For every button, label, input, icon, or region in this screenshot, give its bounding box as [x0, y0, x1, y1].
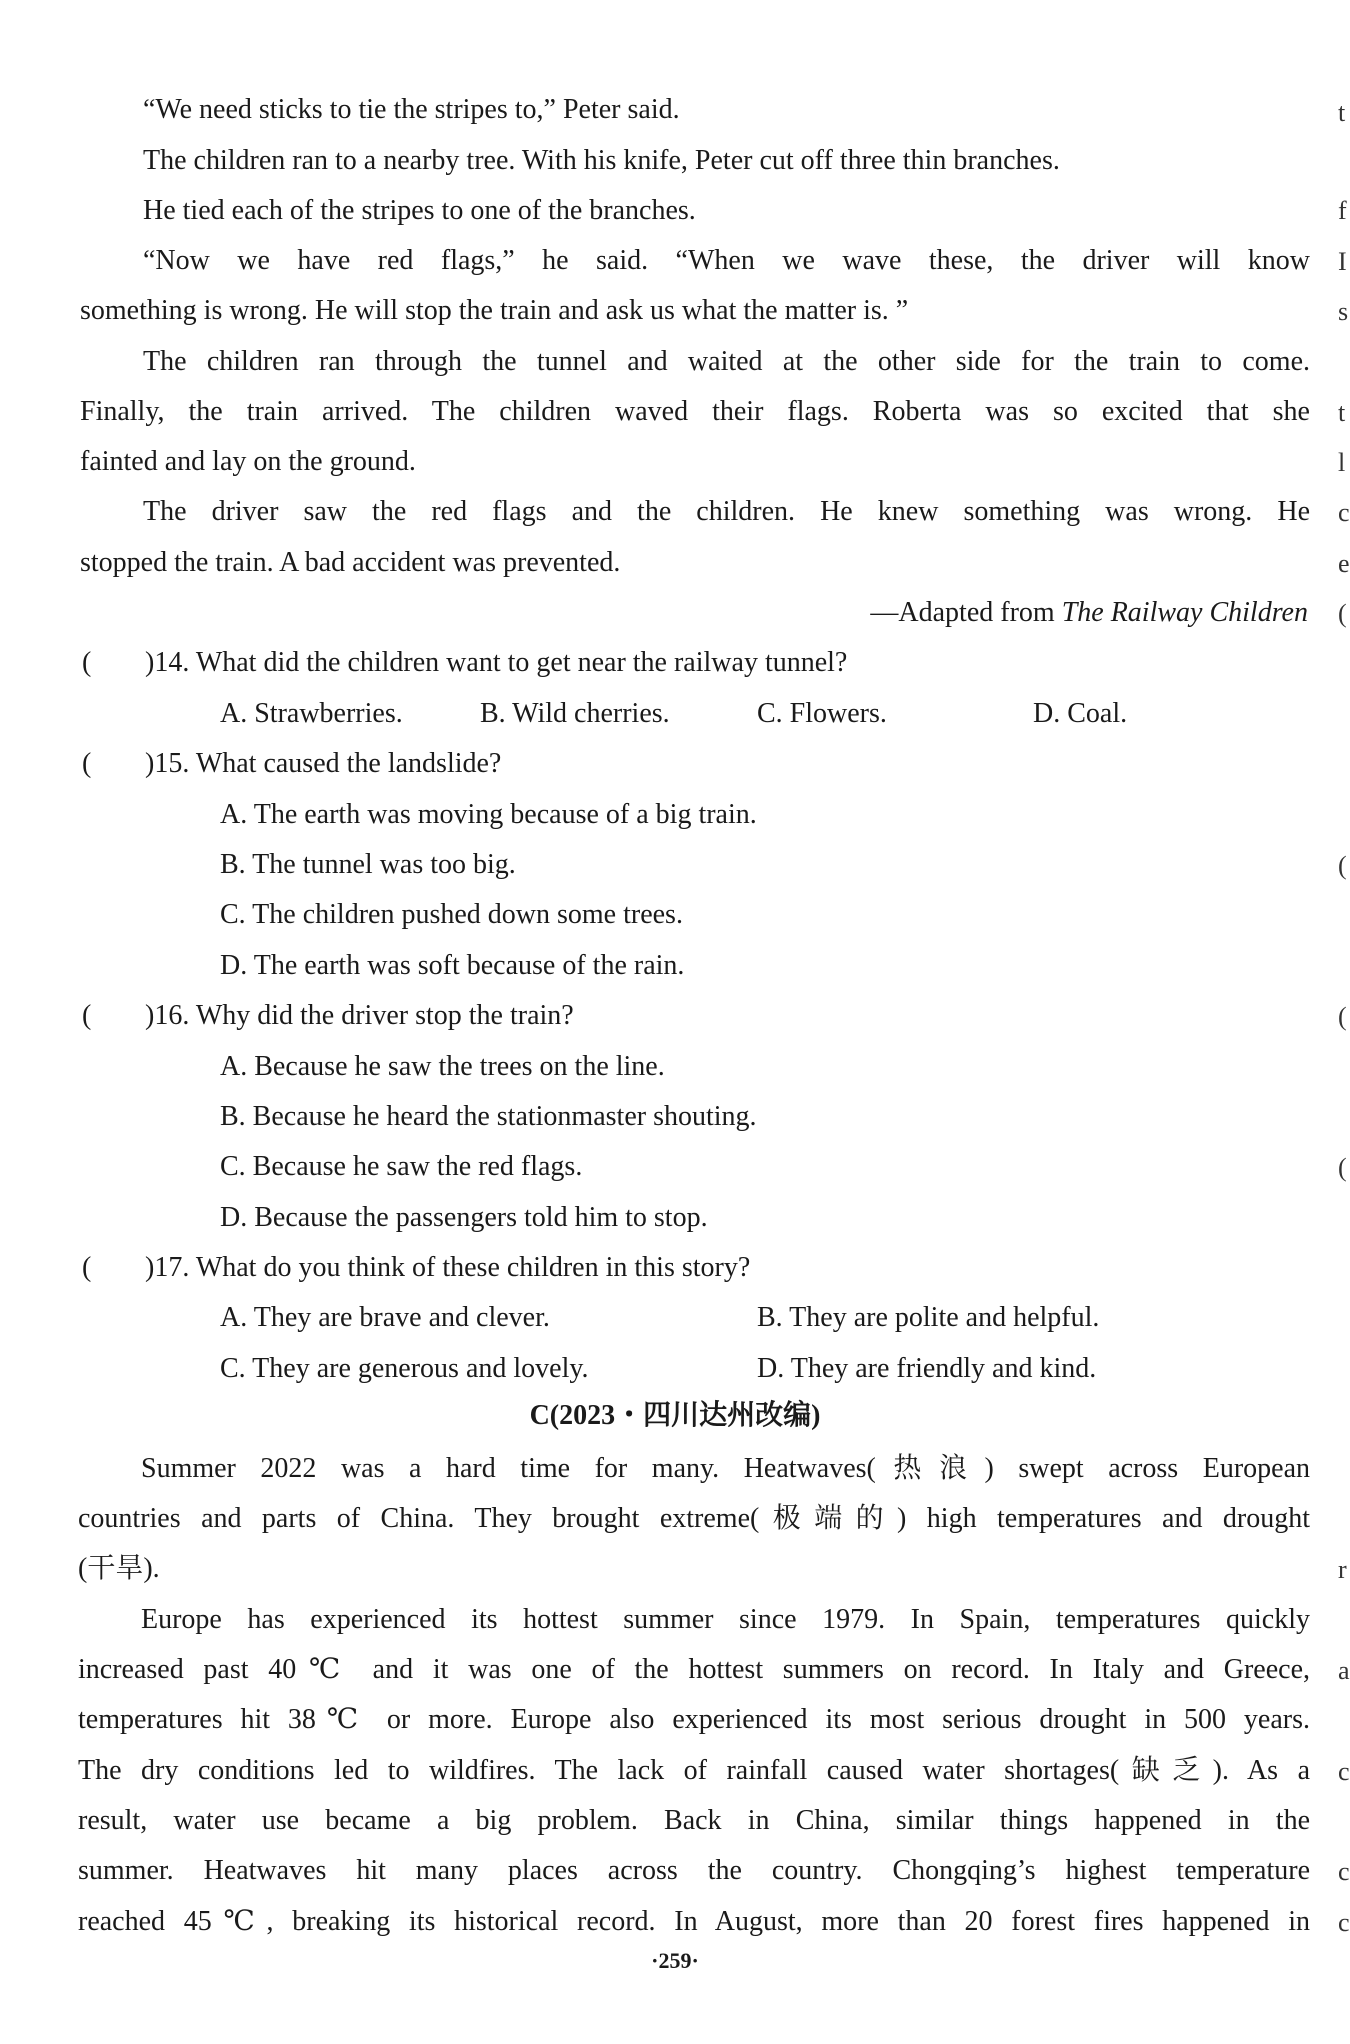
option-d[interactable]: D. Because the passengers told him to stop. — [220, 1202, 708, 1233]
paragraph-line: stopped the train. A bad accident was prevented. — [80, 547, 621, 578]
option-c[interactable]: C. The children pushed down some trees. — [220, 899, 683, 930]
option-a[interactable]: A. Strawberries. — [220, 698, 403, 729]
paragraph-line: The dry conditions led to wildfires. The lack of rainfall caused water shortages(缺乏). As a — [78, 1755, 1310, 1786]
margin-fragment: c — [1338, 1908, 1350, 1937]
question-17: )17. What do you think of these children in this story? — [145, 1252, 751, 1283]
margin-fragment: t — [1338, 398, 1346, 427]
margin-fragment: r — [1338, 1555, 1347, 1584]
paragraph-line: increased past 40℃ and it was one of the hottest summers on record. In Italy and Greece, — [78, 1654, 1310, 1685]
source-title: The Railway Children — [1061, 597, 1308, 628]
paragraph-line: temperatures hit 38℃ or more. Europe also experienced its most serious drought in 500 years. — [78, 1704, 1310, 1735]
option-b[interactable]: B. Wild cherries. — [480, 698, 670, 729]
paragraph-line: The children ran to a nearby tree. With his knife, Peter cut off three thin branches. — [143, 145, 1060, 176]
margin-fragment: c — [1338, 1757, 1350, 1786]
section-heading: C(2023・四川达州改编) — [529, 1400, 821, 1431]
paragraph-line: (干旱). — [78, 1553, 160, 1584]
option-c[interactable]: C. Flowers. — [757, 698, 887, 729]
option-c[interactable]: C. Because he saw the red flags. — [220, 1151, 583, 1182]
margin-fragment: t — [1338, 98, 1346, 127]
paragraph-line: The children ran through the tunnel and waited at the other side for the train to come. — [143, 346, 1310, 377]
paragraph-line: Europe has experienced its hottest summer since 1979. In Spain, temperatures quickly — [141, 1604, 1310, 1635]
paragraph-line: Finally, the train arrived. The children waved their flags. Roberta was so excited that she — [80, 396, 1310, 427]
answer-bracket[interactable]: ( — [82, 647, 92, 678]
option-d[interactable]: D. They are friendly and kind. — [757, 1353, 1097, 1384]
answer-bracket[interactable]: ( — [82, 748, 92, 779]
answer-bracket[interactable]: ( — [82, 1000, 92, 1031]
option-a[interactable]: A. The earth was moving because of a big train. — [220, 799, 757, 830]
option-b[interactable]: B. The tunnel was too big. — [220, 849, 516, 880]
question-14: )14. What did the children want to get near the railway tunnel? — [145, 647, 848, 678]
paragraph-line: “Now we have red flags,” he said. “When we wave these, the driver will know — [143, 245, 1310, 276]
margin-fragment: c — [1338, 498, 1350, 527]
question-16: )16. Why did the driver stop the train? — [145, 1000, 574, 1031]
option-d[interactable]: D. The earth was soft because of the rain. — [220, 950, 685, 981]
paragraph-line: The driver saw the red flags and the children. He knew something was wrong. He — [143, 496, 1310, 527]
question-15: )15. What caused the landslide? — [145, 748, 502, 779]
margin-fragment: a — [1338, 1656, 1350, 1685]
answer-bracket[interactable]: ( — [82, 1252, 92, 1283]
margin-fragment: l — [1338, 448, 1346, 477]
margin-fragment: ( — [1338, 599, 1347, 628]
option-a[interactable]: A. They are brave and clever. — [220, 1302, 550, 1333]
option-d[interactable]: D. Coal. — [1033, 698, 1128, 729]
margin-fragment: c — [1338, 1857, 1350, 1886]
margin-fragment: e — [1338, 549, 1350, 578]
source-attribution — [870, 595, 1308, 631]
margin-fragment: ( — [1338, 1002, 1347, 1031]
margin-fragment: s — [1338, 297, 1349, 326]
margin-fragment: ( — [1338, 1153, 1347, 1182]
paragraph-line: “We need sticks to tie the stripes to,” Peter said. — [143, 94, 680, 125]
paragraph-line: reached 45℃, breaking its historical record. In August, more than 20 forest fires happened in — [78, 1906, 1310, 1937]
option-c[interactable]: C. They are generous and lovely. — [220, 1353, 589, 1384]
paragraph-line: Summer 2022 was a hard time for many. Heatwaves(热浪) swept across European — [141, 1453, 1310, 1484]
paragraph-line: fainted and lay on the ground. — [80, 446, 416, 477]
paragraph-line: result, water use became a big problem. Back in China, similar things happened in the — [78, 1805, 1310, 1836]
page-number: ·259· — [651, 1948, 699, 1973]
paragraph-line: He tied each of the stripes to one of the branches. — [143, 195, 696, 226]
paragraph-line: summer. Heatwaves hit many places across the country. Chongqing’s highest temperature — [78, 1855, 1310, 1886]
option-b[interactable]: B. They are polite and helpful. — [757, 1302, 1100, 1333]
paragraph-line: countries and parts of China. They brought extreme(极端的) high temperatures and drought — [78, 1503, 1310, 1534]
option-a[interactable]: A. Because he saw the trees on the line. — [220, 1051, 665, 1082]
margin-fragment: I — [1338, 247, 1347, 276]
margin-fragment: f — [1338, 196, 1347, 225]
option-b[interactable]: B. Because he heard the stationmaster shouting. — [220, 1101, 757, 1132]
margin-fragment: ( — [1338, 851, 1347, 880]
source-prefix: —Adapted from — [870, 597, 1062, 628]
paragraph-line: something is wrong. He will stop the train and ask us what the matter is. ” — [80, 295, 909, 326]
